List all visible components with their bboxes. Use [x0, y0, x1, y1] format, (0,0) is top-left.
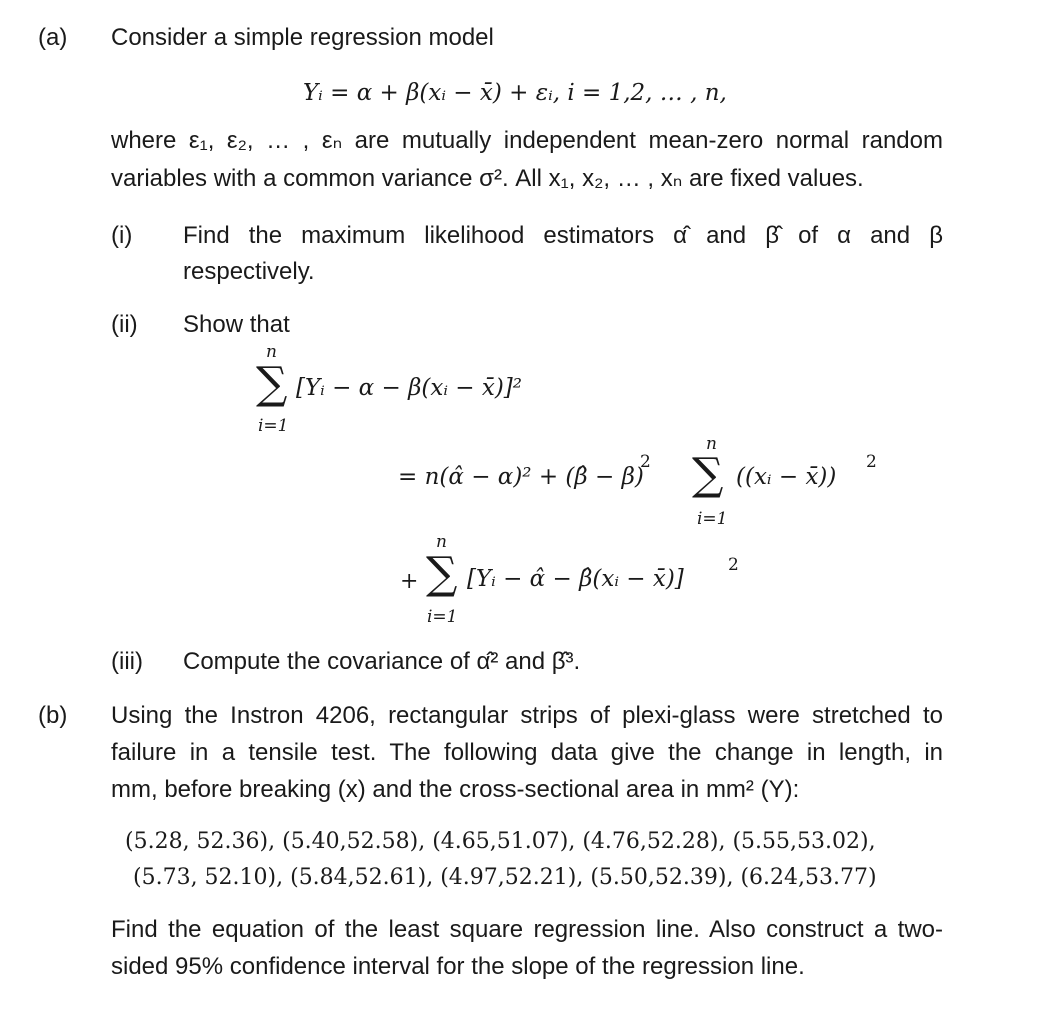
rhs1-sum-upper: n	[706, 434, 717, 454]
data-points-line-2: (5.73, 52.10), (5.84,52.61), (4.97,52.21), (5.50,52.39), (6.24,53.77)	[133, 865, 877, 890]
rhs1-sigma-symbol: ∑	[692, 449, 724, 500]
rhs2-expression: [Yᵢ − α̂ − β̂(xᵢ − x̄)]	[467, 566, 684, 592]
subpart-ii-label: (ii)	[111, 311, 138, 338]
task-line-2: sided 95% confidence interval for the slope of the regression line.	[111, 953, 805, 980]
part-b-line-3: mm, before breaking (x) and the cross-sectional area in mm² (Y):	[111, 776, 800, 803]
rhs2-plus: +	[400, 569, 419, 594]
part-b-line-2: failure in a tensile test. The following data give the change in length, in	[111, 739, 943, 766]
subpart-i-line-1: Find the maximum likelihood estimators α̂ and β̂ of α and β	[183, 222, 943, 249]
rhs1-deviation: ((xᵢ − x̄))	[736, 464, 837, 490]
lhs-sigma-symbol: ∑	[256, 358, 288, 409]
rhs1-expression: = n(α̂ − α)² + (β̂ − β)	[398, 464, 644, 490]
rhs2-sum-upper: n	[436, 532, 447, 552]
subpart-iii-text: Compute the covariance of α̂² and β̂³.	[183, 648, 581, 675]
rhs2-square: 2	[728, 555, 739, 575]
rhs1-sum-lower: i=1	[697, 509, 728, 529]
lhs-sum-lower: i=1	[258, 416, 289, 436]
assumption-line-2: variables with a common variance σ². All x₁, x₂, … , xₙ are fixed values.	[111, 165, 864, 192]
data-points-line-1: (5.28, 52.36), (5.40,52.58), (4.65,51.07), (4.76,52.28), (5.55,53.02),	[125, 829, 876, 854]
task-line-1: Find the equation of the least square regression line. Also construct a two-	[111, 916, 943, 943]
assumption-line-1: where ε₁, ε₂, … , εₙ are mutually independent mean-zero normal random	[111, 127, 943, 154]
subpart-ii-text: Show that	[183, 311, 290, 338]
part-b-label: (b)	[38, 702, 68, 729]
part-a-intro: Consider a simple regression model	[111, 24, 494, 51]
part-b-line-1: Using the Instron 4206, rectangular strips of plexi-glass were stretched to	[111, 702, 943, 729]
lhs-sum-upper: n	[266, 342, 277, 362]
subpart-i-line-2: respectively.	[183, 258, 315, 285]
rhs1-square: 2	[640, 452, 651, 472]
subpart-iii-label: (iii)	[111, 648, 143, 675]
lhs-expression: [Yᵢ − α − β(xᵢ − x̄)]²	[296, 375, 523, 401]
rhs1-deviation-square: 2	[866, 452, 877, 472]
rhs2-sigma-symbol: ∑	[426, 548, 458, 599]
subpart-i-label: (i)	[111, 222, 133, 249]
model-equation: Yᵢ = α + β(xᵢ − x̄) + εᵢ, i = 1,2, … , n,	[303, 80, 727, 106]
rhs2-sum-lower: i=1	[427, 607, 458, 627]
part-a-label: (a)	[38, 24, 68, 51]
